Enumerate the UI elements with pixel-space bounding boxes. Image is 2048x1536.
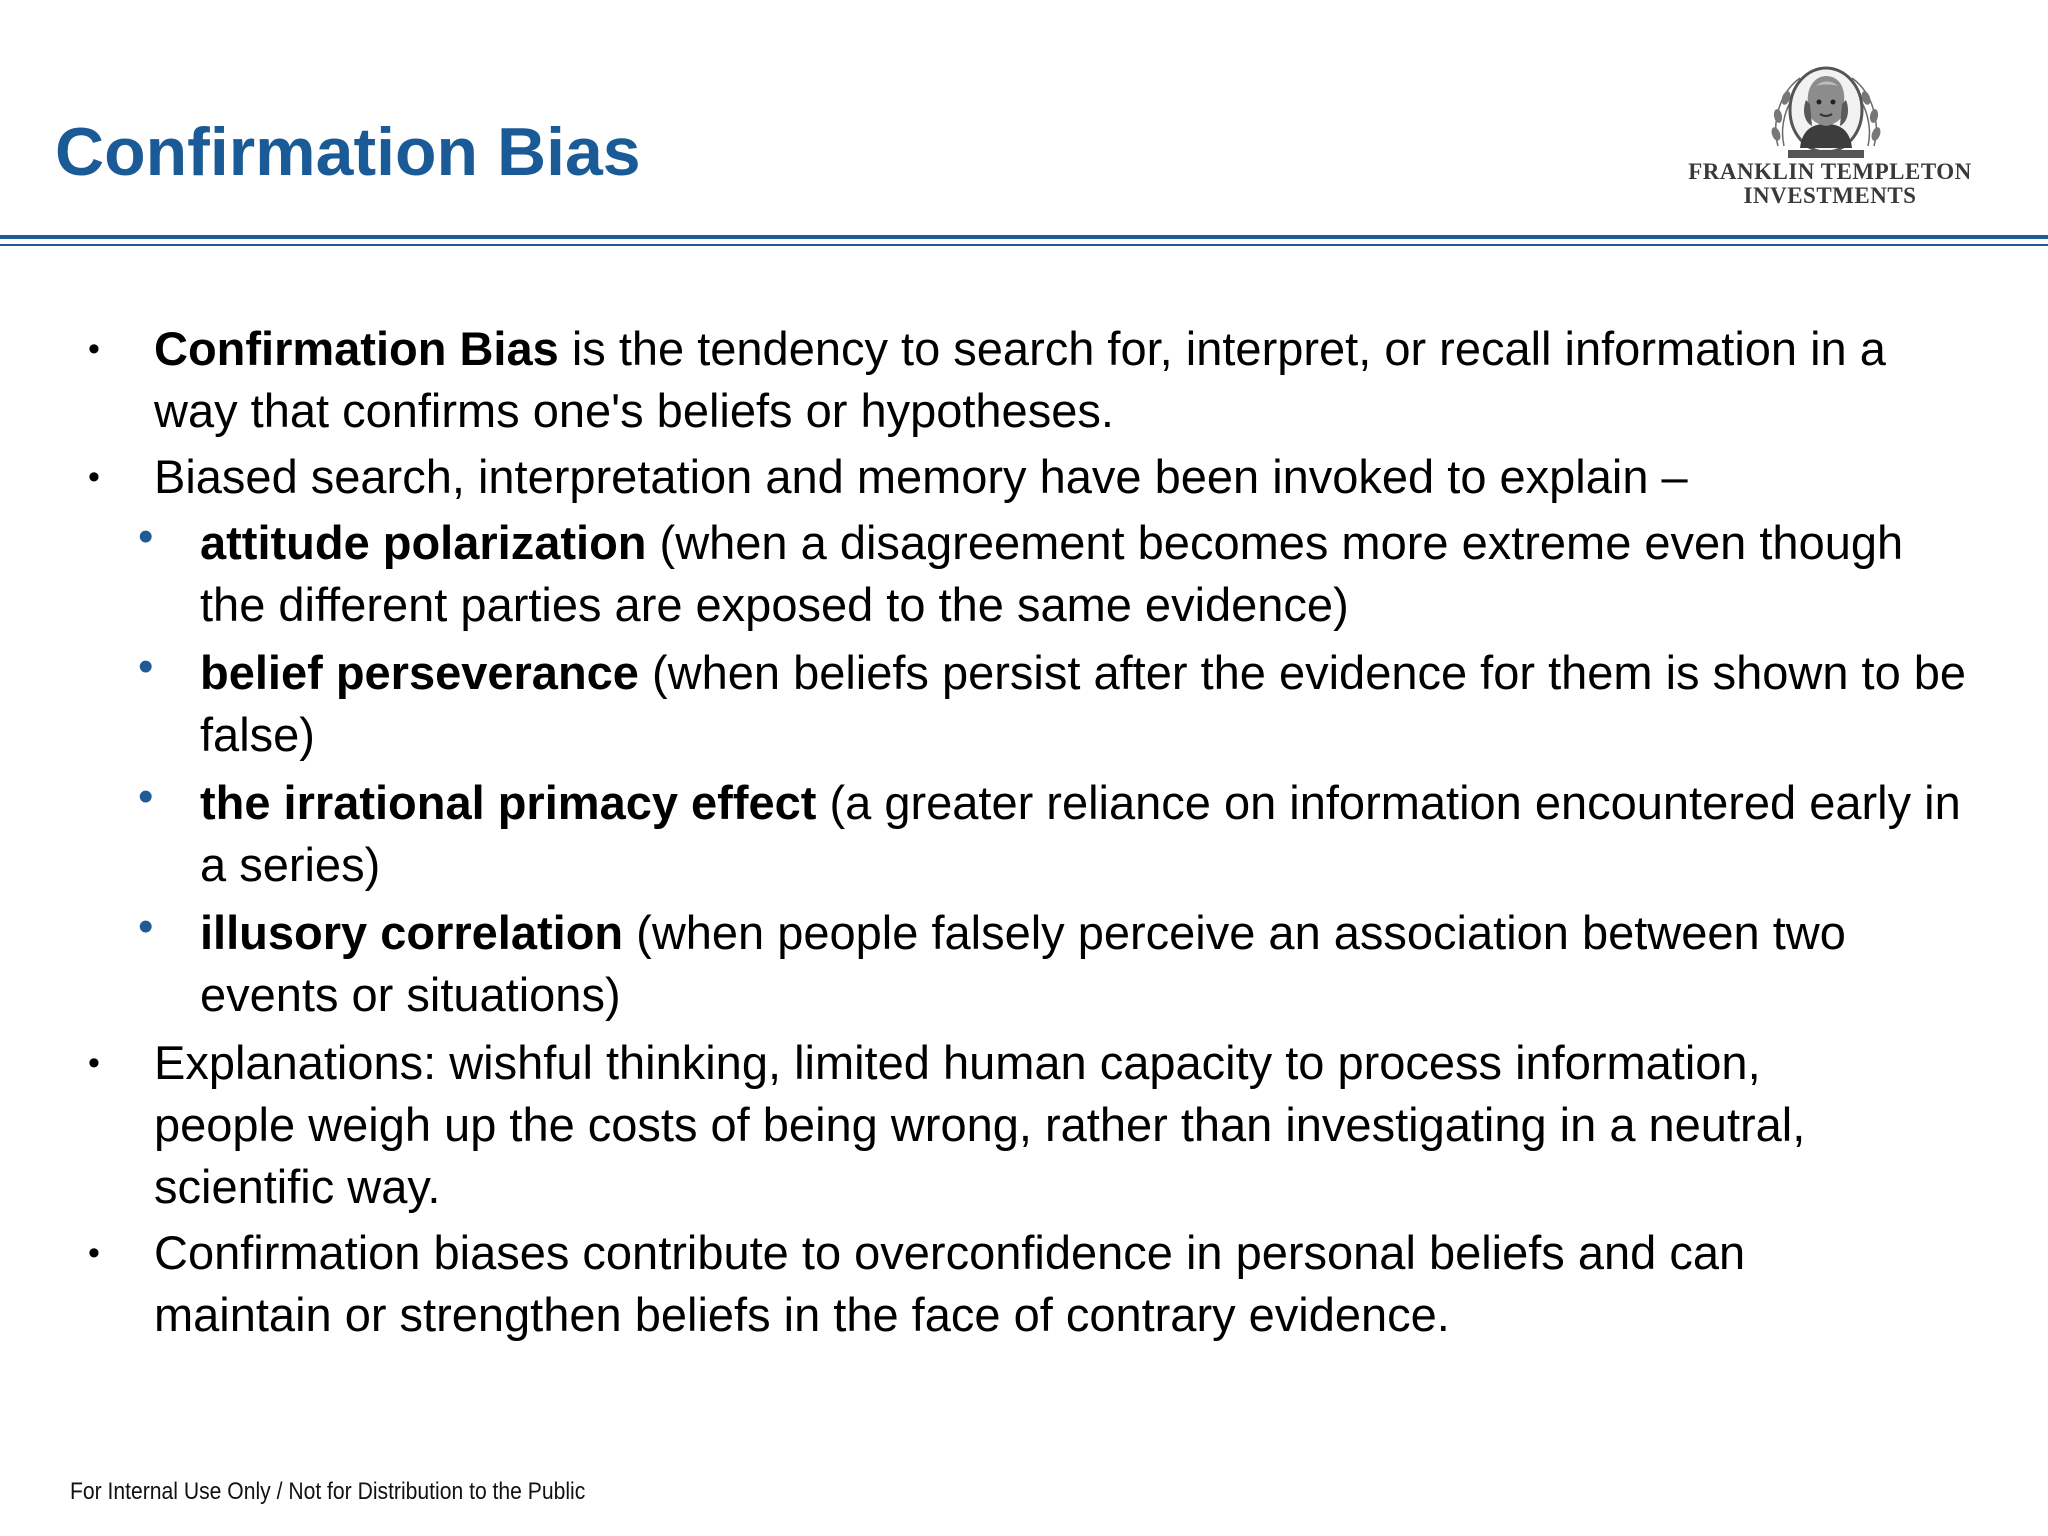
bullet-dot-icon: •	[88, 1234, 100, 1272]
bullet-dot-icon: •	[88, 330, 100, 368]
header-rule-thin	[0, 244, 2048, 246]
blue-bullet-dot-icon: •	[138, 512, 154, 561]
logo-line-1: FRANKLIN TEMPLETON	[1688, 159, 1972, 184]
bullet-item	[0, 1222, 1914, 1346]
bullet-dot-icon: •	[88, 1044, 100, 1082]
bullet-list	[0, 318, 2048, 1346]
bullet-item	[0, 446, 1967, 1026]
logo-line-2: INVESTMENTS	[1743, 183, 1917, 208]
sub-bullet-text: (when people falsely perceive an association between two events or situations)	[200, 906, 1846, 1021]
sub-bullet-item	[138, 642, 1980, 766]
sub-bullet-item	[138, 902, 1980, 1026]
bullet-text: Biased search, interpretation and memory have been invoked to explain –	[154, 450, 1688, 503]
seal-portrait-icon	[1764, 64, 1888, 162]
logo-wordmark	[1680, 160, 1980, 208]
bullet-text: Explanations: wishful thinking, limited human capacity to process information, people weigh up the costs of being wrong, rather than investigating in a neutral, scientific way.	[154, 1036, 1806, 1213]
bullet-dot-icon: •	[88, 458, 100, 496]
sub-bullet-item	[138, 512, 1980, 636]
blue-bullet-dot-icon: •	[138, 642, 154, 691]
sub-bullet-bold-term: belief perseverance	[200, 646, 639, 699]
bullet-text: is the tendency to search for, interpret, or recall information in a way that confirms one's beliefs or hypotheses.	[154, 322, 1886, 437]
bullet-bold-term: Confirmation Bias	[154, 322, 559, 375]
slide-title: Confirmation Bias	[55, 114, 641, 190]
sub-bullet-text: (when beliefs persist after the evidence for them is shown to be false)	[200, 646, 1967, 761]
sub-bullet-text: (a greater reliance on information encountered early in a series)	[200, 776, 1961, 891]
sub-bullet-item	[138, 772, 1980, 896]
slide-body	[0, 318, 2048, 1350]
bullet-item	[0, 1032, 1914, 1218]
sub-bullet-list	[138, 512, 1967, 1026]
sub-bullet-bold-term: the irrational primacy effect	[200, 776, 817, 829]
footer-disclaimer: For Internal Use Only / Not for Distribution to the Public	[70, 1478, 586, 1505]
bullet-item	[0, 318, 1914, 442]
slide-header	[0, 0, 2048, 232]
franklin-templeton-logo	[1680, 64, 1980, 214]
sub-bullet-bold-term: illusory correlation	[200, 906, 624, 959]
sub-bullet-bold-term: attitude polarization	[200, 516, 647, 569]
blue-bullet-dot-icon: •	[138, 772, 154, 821]
header-rule-thick	[0, 235, 2048, 239]
blue-bullet-dot-icon: •	[138, 902, 154, 951]
sub-bullet-text: (when a disagreement becomes more extreme even though the different parties are exposed to the same evidence)	[200, 516, 1904, 631]
bullet-text: Confirmation biases contribute to overconfidence in personal beliefs and can maintain or strengthen beliefs in the face of contrary evidence.	[154, 1226, 1746, 1341]
